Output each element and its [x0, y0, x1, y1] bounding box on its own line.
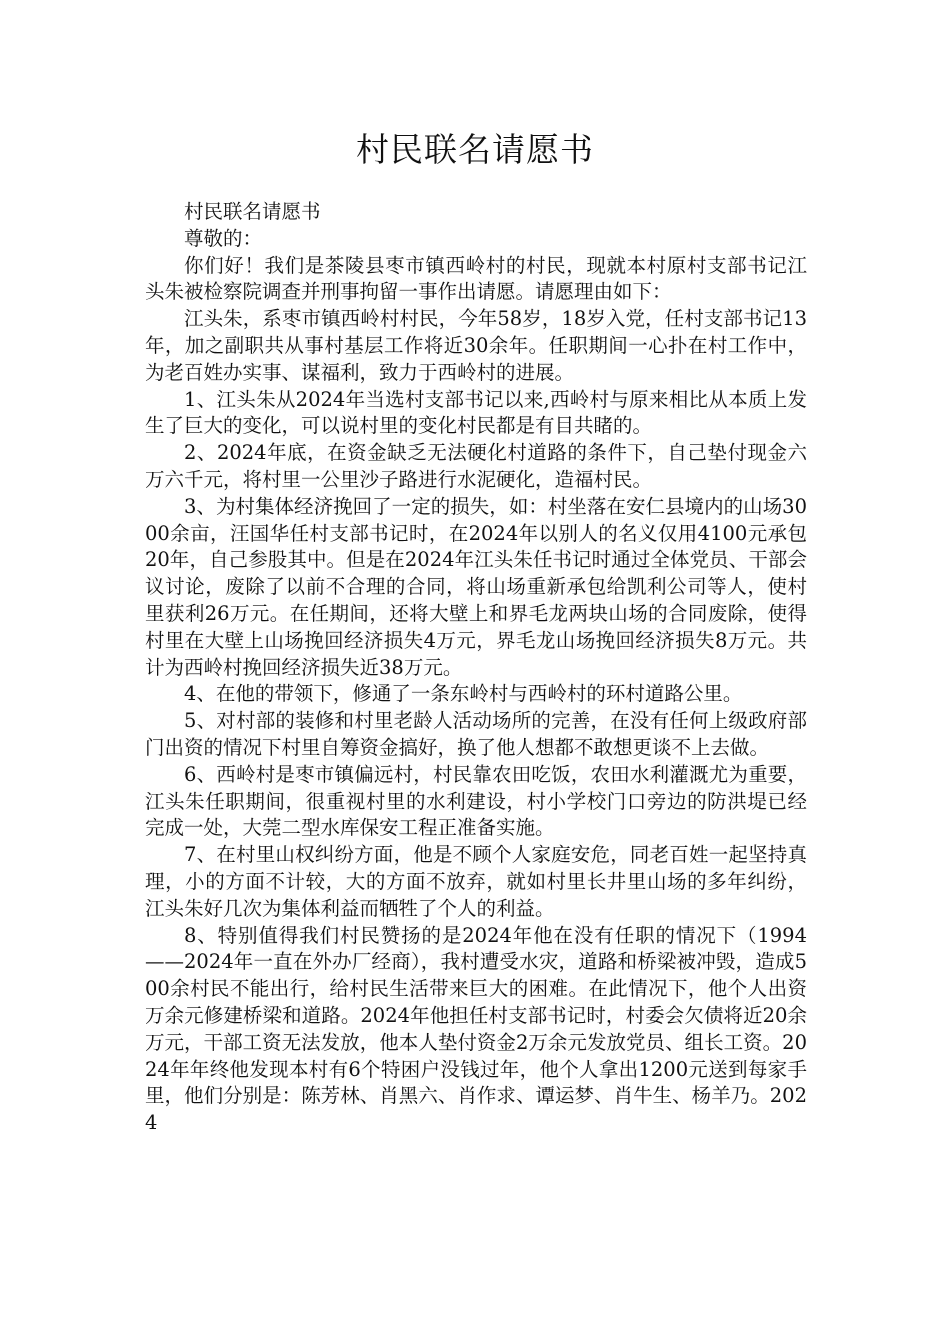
paragraph-item-4: 4、在他的带领下，修通了一条东岭村与西岭村的环村道路公里。	[184, 682, 743, 706]
body-heading: 村民联名请愿书	[184, 200, 321, 223]
paragraph-background: 江头朱，系枣市镇西岭村村民，今年58岁，18岁入党，任村支部书记13年，加之副职共从事村基层工作将近30余年。任职期间一心扑在村工作中，为老百姓办实事、谋福利，致力于西岭村的进展。	[145, 307, 807, 384]
paragraph-item-3: 3、为村集体经济挽回了一定的损失，如：村坐落在安仁县境内的山场3000余亩，汪国华任村支部书记时，在2024年以别人的名义仅用4100元承包20年，自己参股其中。但是在2024年江头朱任书记时通过全体党员、干部会议讨论，废除了以前不合理的合同，将山场重新承包给凯利公司等人，使村里获利26万元。在任期间，还将大壁上和界毛龙两块山场的合同废除，使得村里在大壁上山场挽回经济损失4万元，界毛龙山场挽回经济损失8万元。共计为西岭村挽回经济损失近38万元。	[145, 494, 807, 679]
paragraph-item-7: 7、在村里山权纠纷方面，他是不顾个人家庭安危，同老百姓一起坚持真理，小的方面不计较，大的方面不放弃，就如村里长井里山场的多年纠纷，江头朱好几次为集体利益而牺牲了个人的利益。	[145, 843, 807, 920]
salutation: 尊敬的：	[184, 226, 263, 250]
paragraph-item-5: 5、对村部的装修和村里老龄人活动场所的完善，在没有任何上级政府部门出资的情况下村里自筹资金搞好，换了他人想都不敢想更谈不上去做。	[145, 709, 807, 759]
paragraph-item-6: 6、西岭村是枣市镇偏远村，村民靠农田吃饭，农田水利灌溉尤为重要，江头朱任职期间，很重视村里的水利建设，村小学校门口旁边的防洪堤已经完成一处，大莞二型水库保安工程正准备实施。	[145, 762, 807, 840]
document-body	[145, 199, 807, 1137]
paragraph-item-8: 8、特别值得我们村民赞扬的是2024年他在没有任职的情况下（1994——2024年一直在外办厂经商），我村遭受水灾，道路和桥梁被冲毁，造成500余村民不能出行，给村民生活带来巨大的困难。在此情况下，他个人出资万余元修建桥梁和道路。2024年他担任村支部书记时，村委会欠债将近20余万元，干部工资无法发放，他本人垫付资金2万余元发放党员、组长工资。2024年年终他发现本村有6个特困户没钱过年，他个人拿出1200元送到每家手里，他们分别是：陈芳林、肖黑六、肖作求、谭运梦、肖牛生、杨羊乃。2024	[145, 923, 807, 1135]
paragraph-item-1: 1、江头朱从2024年当选村支部书记以来,西岭村与原来相比从本质上发生了巨大的变化，可以说村里的变化村民都是有目共睹的。	[145, 387, 807, 438]
document-title: 村民联名请愿书	[356, 130, 594, 169]
paragraph-intro: 你们好！我们是茶陵县枣市镇西岭村的村民，现就本村原村支部书记江头朱被检察院调查并刑事拘留一事作出请愿。请愿理由如下：	[145, 253, 807, 304]
paragraph-item-2: 2、2024年底，在资金缺乏无法硬化村道路的条件下，自己垫付现金六万六千元，将村里一公里沙子路进行水泥硬化，造福村民。	[145, 441, 807, 491]
